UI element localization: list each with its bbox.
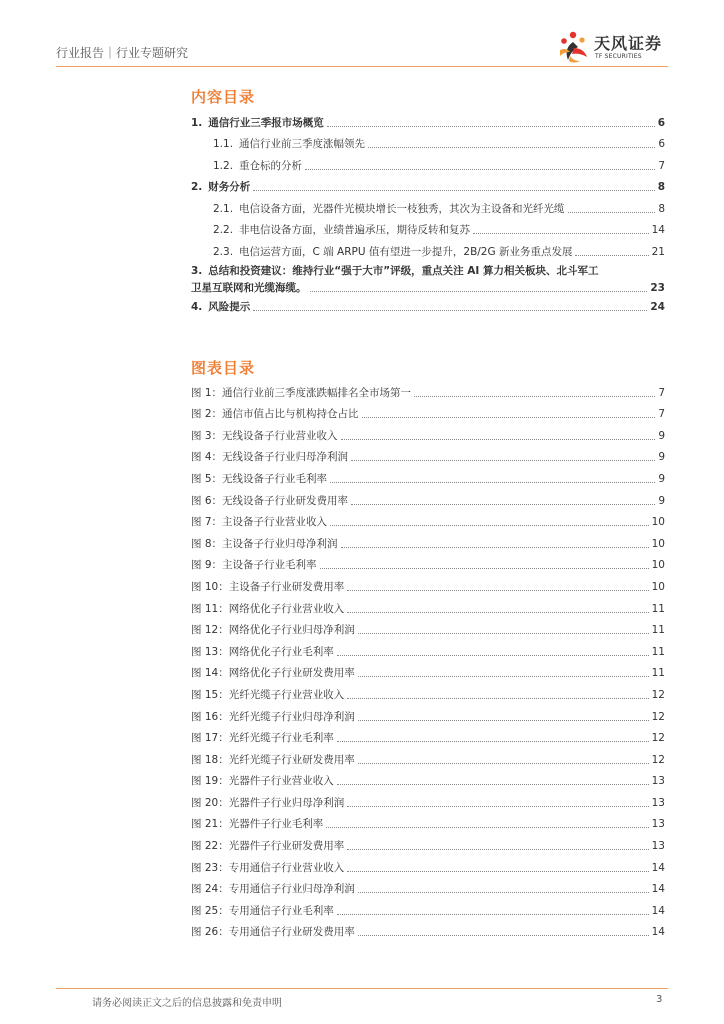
figure-entry-page: 14 [651, 861, 665, 874]
footer-divider [56, 988, 668, 989]
figure-entry-page: 7 [658, 408, 665, 421]
figure-entry[interactable] [191, 402, 665, 424]
toc-entry-page: 6 [657, 116, 665, 129]
toc-entry-label: 财务分析 [208, 181, 251, 193]
toc-entry-3-line2: 卫星互联网和光缆海缆。 [191, 281, 307, 294]
figure-entry[interactable] [191, 596, 665, 618]
figure-entry-page: 13 [651, 840, 665, 853]
leader-dots [337, 741, 649, 742]
figures-list [191, 380, 665, 941]
figure-entry[interactable] [191, 423, 665, 445]
toc-entry[interactable] [191, 239, 665, 261]
figure-entry-page: 11 [651, 602, 665, 615]
leader-dots [358, 763, 649, 764]
leader-dots [253, 190, 654, 191]
leader-dots [305, 169, 655, 170]
figure-entry-label: 图 22：光器件子行业研发费用率 [191, 840, 345, 853]
figure-entry[interactable] [191, 466, 665, 488]
figure-entry[interactable] [191, 898, 665, 920]
leader-dots [358, 633, 649, 634]
figure-entry-label: 图 10：主设备子行业研发费用率 [191, 580, 345, 593]
leader-dots [347, 698, 648, 699]
figure-entry-page: 14 [651, 904, 665, 917]
toc-entry[interactable] [191, 196, 665, 218]
toc-entry[interactable] [191, 110, 665, 132]
figure-entry-page: 10 [651, 559, 665, 572]
figure-entry-label: 图 5：无线设备子行业毛利率 [191, 472, 328, 485]
leader-dots [330, 525, 649, 526]
figure-entry[interactable] [191, 769, 665, 791]
toc-entry-number: 1.2. [213, 159, 234, 172]
leader-dots [310, 291, 648, 292]
leader-dots [327, 126, 655, 127]
leader-dots [347, 871, 648, 872]
figure-entry-page: 10 [651, 516, 665, 529]
figure-entry[interactable] [191, 812, 665, 834]
figure-entry[interactable] [191, 510, 665, 532]
toc-entry-number: 2.3. [213, 245, 234, 258]
toc-entry-label: 通信行业前三季度涨幅领先 [239, 138, 366, 150]
figure-entry[interactable] [191, 553, 665, 575]
toc-entry[interactable] [191, 132, 665, 154]
figure-entry[interactable] [191, 380, 665, 402]
figure-entry[interactable] [191, 704, 665, 726]
figure-entry-page: 14 [651, 883, 665, 896]
figure-entry[interactable] [191, 531, 665, 553]
figures-title: 图表目录 [191, 359, 256, 377]
contents-list [191, 110, 665, 316]
logo-name: 天风证券 [594, 34, 663, 53]
leader-dots [358, 892, 649, 893]
leader-dots [337, 784, 649, 785]
leader-dots [347, 590, 648, 591]
toc-entry-4-page: 24 [650, 301, 665, 313]
toc-entry-page: 7 [658, 159, 665, 172]
figure-entry-label: 图 1：通信行业前三季度涨跌幅排名全市场第一 [191, 386, 412, 399]
figure-entry[interactable] [191, 833, 665, 855]
page-number: 3 [656, 994, 663, 1005]
figure-entry[interactable] [191, 445, 665, 467]
toc-entry-3-line1: 总结和投资建议：维持行业“强于大市”评级，重点关注 AI 算力相关板块、北斗军工 [208, 264, 599, 277]
leader-dots [575, 255, 648, 256]
figure-entry-label: 图 8：主设备子行业归母净利润 [191, 537, 338, 550]
figure-entry-label: 图 12：网络优化子行业归母净利润 [191, 624, 355, 637]
leader-dots [337, 655, 649, 656]
leader-dots [358, 676, 649, 677]
header-divider [56, 66, 668, 67]
figure-entry[interactable] [191, 682, 665, 704]
figure-entry[interactable] [191, 488, 665, 510]
leader-dots [414, 396, 655, 397]
leader-dots [358, 720, 649, 721]
figure-entry-page: 13 [651, 818, 665, 831]
leader-dots [330, 482, 655, 483]
figure-entry-page: 10 [651, 580, 665, 593]
leader-dots [362, 417, 656, 418]
figure-entry[interactable] [191, 639, 665, 661]
toc-entry-4-number: 4. [191, 301, 203, 313]
figure-entry-label: 图 14：网络优化子行业研发费用率 [191, 667, 355, 680]
leader-dots [358, 935, 649, 936]
figure-entry-label: 图 17：光纤光缆子行业毛利率 [191, 732, 334, 745]
figure-entry[interactable] [191, 726, 665, 748]
figure-entry[interactable] [191, 661, 665, 683]
figure-entry-page: 11 [651, 667, 665, 680]
figure-entry-label: 图 4：无线设备子行业归母净利润 [191, 451, 349, 464]
toc-entry-page: 6 [658, 138, 665, 150]
toc-entry-number: 2. [191, 181, 203, 193]
figure-entry-page: 11 [651, 624, 665, 637]
figure-entry-label: 图 18：光纤光缆子行业研发费用率 [191, 753, 355, 766]
figure-entry-page: 11 [651, 645, 665, 658]
figure-entry-page: 12 [651, 688, 665, 701]
footer-disclaimer: 请务必阅读正文之后的信息披露和免责申明 [92, 998, 282, 1009]
figure-entry-label: 图 20：光器件子行业归母净利润 [191, 796, 345, 809]
leader-dots [347, 806, 648, 807]
toc-entry-label: 重仓标的分析 [239, 159, 303, 172]
leader-dots [326, 827, 648, 828]
figure-entry-label: 图 15：光纤光缆子行业营业收入 [191, 688, 345, 701]
toc-entry-number: 1.1. [213, 138, 234, 150]
figure-entry-page: 10 [651, 537, 665, 550]
toc-entry-number: 1. [191, 116, 203, 129]
figure-entry-label: 图 9：主设备子行业毛利率 [191, 559, 317, 572]
toc-entry-label: 通信行业三季报市场概览 [208, 116, 324, 129]
leader-dots [473, 233, 649, 234]
figure-entry-page: 12 [651, 710, 665, 723]
figure-entry[interactable] [191, 877, 665, 899]
company-logo [556, 30, 668, 66]
figure-entry-label: 图 26：专用通信子行业研发费用率 [191, 926, 355, 939]
leader-dots [341, 439, 656, 440]
leader-dots [568, 212, 656, 213]
figure-entry-label: 图 7：主设备子行业营业收入 [191, 516, 328, 529]
toc-entry-label: 电信设备方面，光器件光模块增长一枝独秀，其次为主设备和光纤光缆 [239, 202, 565, 215]
toc-entry[interactable] [191, 218, 665, 240]
figure-entry-label: 图 3：无线设备子行业营业收入 [191, 429, 338, 442]
leader-dots [253, 310, 647, 311]
figure-entry-page: 9 [658, 472, 665, 485]
figure-entry-page: 13 [651, 796, 665, 809]
figure-entry-page: 13 [651, 775, 665, 788]
figure-entry[interactable] [191, 574, 665, 596]
toc-entry-page: 8 [657, 181, 665, 193]
toc-entry-4[interactable] [191, 295, 665, 317]
toc-entry-3-number: 3. [191, 264, 203, 277]
figure-entry[interactable] [191, 855, 665, 877]
leader-dots [341, 547, 649, 548]
toc-entry-page: 14 [651, 224, 665, 236]
leader-dots [337, 914, 649, 915]
toc-entry-label: 电信运营方面，C 端 ARPU 值有望进一步提升，2B/2G 新业务重点发展 [239, 245, 573, 258]
leader-dots [351, 504, 655, 505]
toc-entry-number: 2.1. [213, 202, 234, 215]
toc-entry[interactable] [191, 175, 665, 197]
figure-entry[interactable] [191, 618, 665, 640]
figure-entry-label: 图 24：专用通信子行业归母净利润 [191, 883, 355, 896]
figure-entry-label: 图 13：网络优化子行业毛利率 [191, 645, 334, 658]
leader-dots [347, 612, 648, 613]
figure-entry[interactable] [191, 790, 665, 812]
leader-dots [368, 147, 655, 148]
figure-entry-page: 14 [651, 926, 665, 939]
figure-entry-label: 图 16：光纤光缆子行业归母净利润 [191, 710, 355, 723]
leader-dots [320, 568, 649, 569]
toc-entry-4-label: 风险提示 [208, 301, 251, 313]
figure-entry-page: 12 [651, 753, 665, 766]
toc-entry-label: 非电信设备方面，业绩普遍承压，期待反转和复苏 [239, 224, 471, 236]
figure-entry-page: 9 [658, 429, 665, 442]
figure-entry[interactable] [191, 747, 665, 769]
toc-entry-number: 2.2. [213, 224, 234, 236]
toc-entry-3[interactable] [191, 261, 665, 295]
figure-entry-page: 9 [658, 494, 665, 507]
figure-entry-label: 图 6：无线设备子行业研发费用率 [191, 494, 349, 507]
figure-entry-label: 图 19：光器件子行业营业收入 [191, 775, 334, 788]
figure-entry-page: 7 [658, 386, 665, 399]
toc-entry[interactable] [191, 153, 665, 175]
toc-entry-page: 21 [651, 245, 665, 258]
toc-entry-3-page: 23 [650, 281, 665, 294]
figure-entry[interactable] [191, 920, 665, 942]
figure-entry-label: 图 21：光器件子行业毛利率 [191, 818, 324, 831]
toc-entry-page: 8 [658, 202, 665, 215]
figure-entry-label: 图 23：专用通信子行业营业收入 [191, 861, 345, 874]
logo-subtitle: TF SECURITIES [595, 53, 642, 60]
figure-entry-label: 图 2：通信市值占比与机构持仓占比 [191, 408, 359, 421]
figure-entry-page: 9 [658, 451, 665, 464]
figure-entry-label: 图 11：网络优化子行业营业收入 [191, 602, 345, 615]
doc-type-label: 行业报告｜行业专题研究 [56, 46, 189, 60]
page-header [56, 36, 668, 66]
leader-dots [347, 849, 648, 850]
logo-mark-icon [556, 30, 590, 66]
figure-entry-page: 12 [651, 732, 665, 745]
leader-dots [351, 460, 655, 461]
figure-entry-label: 图 25：专用通信子行业毛利率 [191, 904, 334, 917]
contents-title: 内容目录 [191, 88, 256, 106]
